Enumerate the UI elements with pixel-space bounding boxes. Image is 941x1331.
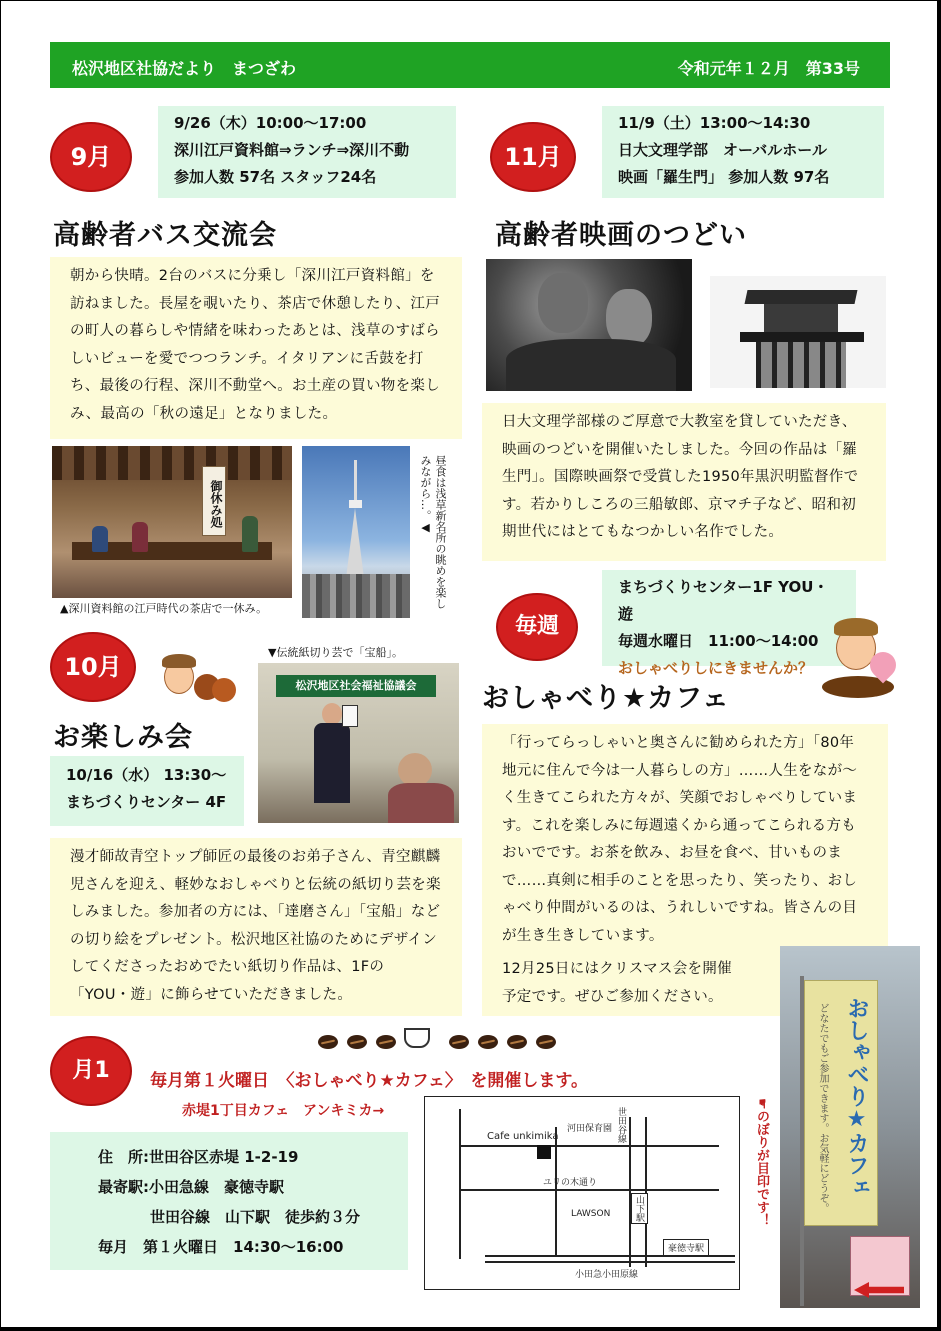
cafe-marker bbox=[537, 1145, 551, 1159]
nobori-flag bbox=[804, 980, 878, 1226]
nov-date: 11/9（土）13:00～14:30 bbox=[618, 114, 811, 132]
nobori-subtitle: どなたでもご参加できます。お気軽にどうぞ。 bbox=[817, 1003, 828, 1213]
gate-mid-roof bbox=[740, 332, 864, 342]
nobori-title: おしゃべり★カフェ bbox=[844, 997, 869, 1198]
monthly-station-2: 世田谷線 山下駅 徒歩約３分 bbox=[150, 1208, 361, 1226]
oct-article: 漫才師故青空トップ師匠の最後のお弟子さん、青空麒麟児さんを迎え、軽妙なおしゃべりと伝統の紙切り芸を楽しみました。参加者の方には、「達磨さん」「宝船」などの切り絵をプレゼント。松沢地区社協のためにデザインしてくださったおめでたい紙切り作品は、1Fの「YOU・遊」に飾らせていただきました。 bbox=[50, 838, 462, 1016]
cafe-title: おしゃべり★カフェ bbox=[482, 683, 730, 714]
coffee-bean-icon bbox=[376, 1035, 396, 1049]
tea-sign: 御休み処 bbox=[202, 466, 226, 536]
coffee-cup-icon bbox=[404, 1028, 430, 1048]
coffee-bean-icon bbox=[347, 1035, 367, 1049]
monthly-time: 毎月 第１火曜日 14:30～16:00 bbox=[98, 1238, 344, 1256]
coffee-beans-decoration bbox=[318, 1034, 565, 1053]
nov-info-box bbox=[602, 106, 884, 198]
paper-cutting bbox=[342, 705, 358, 727]
newsletter-name: 松沢地区社協だより まつざわ bbox=[72, 59, 297, 78]
nov-venue: 日大文理学部 オーバルホール bbox=[618, 141, 827, 159]
performer-head bbox=[322, 703, 342, 725]
gate-pillars bbox=[756, 342, 846, 388]
acorn-mascot-icon bbox=[152, 650, 240, 710]
coffee-bean-icon bbox=[507, 1035, 527, 1049]
performer-kimono bbox=[314, 723, 350, 803]
rashomon-still-photo bbox=[486, 259, 692, 391]
tower-spire bbox=[354, 460, 357, 500]
sep-participants: 参加人数 57名 スタッフ24名 bbox=[174, 168, 377, 186]
xmas-note-1: 12月25日にはクリスマス会を開催 bbox=[502, 961, 732, 977]
coffee-bean-icon bbox=[449, 1035, 469, 1049]
badge-november: 11月 bbox=[490, 122, 576, 192]
xmas-note-2: 予定です。ぜひご参加ください。 bbox=[502, 988, 723, 1005]
sep-date: 9/26（木）10:00～17:00 bbox=[174, 114, 367, 132]
coffee-bean-icon bbox=[318, 1035, 338, 1049]
performance-photo bbox=[258, 663, 459, 823]
weekly-venue: まちづくりセンター1F YOU・遊 bbox=[618, 578, 829, 623]
monthly-address: 住 所:世田谷区赤堤 1-2-19 bbox=[98, 1148, 299, 1166]
skytree-photo bbox=[302, 446, 410, 618]
sep-title: 高齢者バス交流会 bbox=[53, 220, 277, 251]
tower-body bbox=[346, 508, 364, 578]
oct-info-box bbox=[50, 756, 244, 826]
issue-info: 令和元年１２月 第33号 bbox=[677, 59, 860, 78]
map-setagaya-line-label: 世田谷線 bbox=[616, 1107, 626, 1143]
weekly-schedule: 毎週水曜日 11:00～14:00 bbox=[618, 632, 819, 650]
monthly-headline: 毎月第１火曜日 〈おしゃべり★カフェ〉 を開催します。 bbox=[150, 1071, 589, 1091]
teahouse-photo bbox=[52, 446, 292, 598]
weekly-invite: おしゃべりしにきませんか？ bbox=[618, 659, 814, 677]
map-lawson-label: LAWSON bbox=[571, 1209, 611, 1219]
access-map bbox=[424, 1096, 740, 1290]
visitor bbox=[242, 516, 258, 552]
coffee-bean-icon bbox=[478, 1035, 498, 1049]
nov-title: 高齢者映画のつどい bbox=[495, 220, 747, 251]
teahouse-caption: ▲深川資料館の江戸時代の茶店で一休み。 bbox=[60, 602, 268, 615]
map-nursery-label: 河田保育園 bbox=[567, 1124, 613, 1134]
badge-monthly: 月1 bbox=[50, 1036, 132, 1106]
badge-september: 9月 bbox=[50, 122, 132, 192]
roof-thatch bbox=[52, 446, 292, 480]
cafe-body: 「行ってらっしゃいと奥さんに勧められた方」「80年地元に住んで今は一人暮らしの方」……人生をなが～く生きてこられた方々が、笑顔でおしゃべりしています。これを楽しみに毎週遠くから通ってこられる方もおいでです。お茶を飲み、お昼を食べ、甘いものまで……真剣に相手のことを思ったり、笑ったり、おしゃべり仲間がいるのは、うれしいですね。皆さんの目が生き生きしています。 bbox=[502, 735, 858, 944]
skytree-caption: 昼食は浅草新名所の眺めを楽しみながら…。◀ bbox=[419, 455, 447, 609]
sep-article: 朝から快晴。2台のバスに分乗し「深川江戸資料館」を訪ねました。長屋を覗いたり、茶店で休憩したり、江戸の町人の暮らしや情緒を味わったあとは、浅草のすばらしいビューを愛でつつランチ。イタリアンに舌鼓を打ち、最後の行程、深川不動堂へ。お土産の買い物を楽しみ、最高の「秋の遠足」となりました。 bbox=[50, 257, 462, 439]
nov-film-participants: 映画「羅生門」 参加人数 97名 bbox=[618, 168, 830, 186]
map-street-label: ユリの木通り bbox=[543, 1178, 598, 1188]
nobori-note: ☛のぼりが目印です！ bbox=[754, 1098, 769, 1227]
figures bbox=[506, 339, 676, 391]
visitor bbox=[92, 526, 108, 552]
oct-title: お楽しみ会 bbox=[53, 722, 193, 753]
monthly-venue-link: 赤堤1丁目カフェ アンキミカ→ bbox=[182, 1103, 385, 1119]
audience-member bbox=[388, 783, 454, 823]
map-cafe-label: Cafe unkimika bbox=[487, 1131, 559, 1142]
event-banner: 松沢地区社会福祉協議会 bbox=[276, 675, 436, 697]
map-yamashita-label: 山下駅 bbox=[631, 1193, 648, 1224]
map-railway-label: 小田急小田原線 bbox=[575, 1270, 639, 1280]
acorn-cafe-mascot-icon bbox=[818, 612, 898, 704]
actor-face bbox=[538, 273, 588, 333]
monthly-info-box bbox=[50, 1132, 408, 1270]
oct-date: 10/16（水） 13:30～ bbox=[66, 766, 227, 784]
badge-weekly: 毎週 bbox=[496, 593, 578, 661]
gate-upper bbox=[764, 304, 838, 332]
sep-info-box bbox=[158, 106, 456, 198]
map-station-label: 豪徳寺駅 bbox=[663, 1239, 709, 1256]
nobori-photo bbox=[780, 946, 920, 1308]
oct-venue: まちづくりセンター 4F bbox=[66, 793, 227, 811]
tower-deck bbox=[349, 500, 362, 508]
nov-article: 日大文理学部様のご厚意で大教室を貸していただき、映画のつどいを開催いたしました。今回の作品は「羅生門」。国際映画祭で受賞した1950年黒沢明監督作です。若かりしころの三船敏郎、京マチ子など、昭和初期世代にはとてもなつかしい名作でした。 bbox=[482, 403, 886, 561]
badge-october: 10月 bbox=[50, 632, 136, 702]
monthly-station: 最寄駅:小田急線 豪徳寺駅 bbox=[98, 1178, 284, 1196]
city-skyline bbox=[302, 574, 410, 618]
visitor bbox=[132, 522, 148, 552]
sep-route: 深川江戸資料館⇒ランチ⇒深川不動 bbox=[174, 141, 410, 159]
newsletter-header bbox=[50, 42, 890, 88]
gate-roof bbox=[745, 290, 858, 304]
oct-photo-caption: ▼伝統紙切り芸で「宝船」。 bbox=[268, 646, 403, 659]
rashomon-gate-photo bbox=[710, 276, 886, 388]
audience-head bbox=[398, 753, 432, 787]
coffee-bean-icon bbox=[536, 1035, 556, 1049]
